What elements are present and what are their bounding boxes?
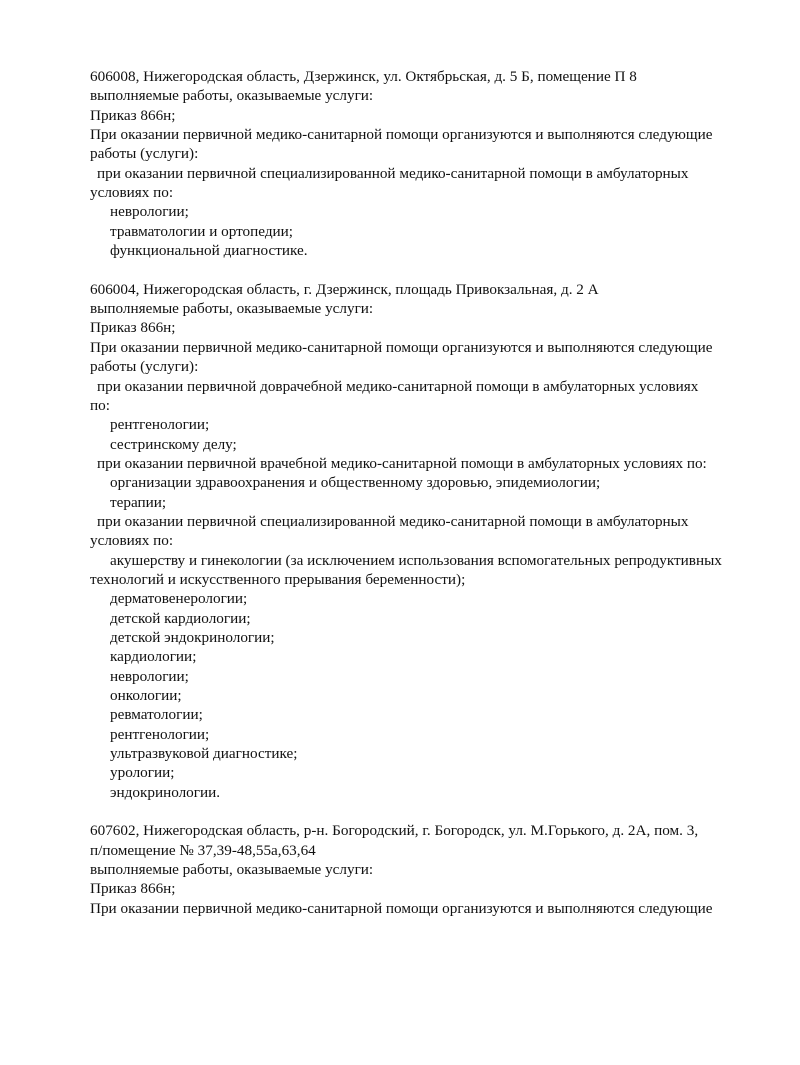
list-item: рентгенологии; (110, 416, 210, 434)
works-label: выполняемые работы, оказываемые услуги: (90, 300, 374, 318)
address: 606004, Нижегородская область, г. Дзержинск, площадь Привокзальная, д. 2 А (90, 280, 599, 298)
intro-line: При оказании первичной медико-санитарной помощи организуются и выполняются следующие (90, 899, 713, 917)
list-item: неврологии; (110, 203, 189, 221)
group-heading: при оказании первичной доврачебной медико-санитарной помощи в амбулаторных условиях (97, 377, 699, 395)
group-heading-cont: условиях по: (90, 184, 174, 202)
address: 606008, Нижегородская область, Дзержинск, ул. Октябрьская, д. 5 Б, помещение П 8 (90, 68, 637, 85)
group-heading: при оказании первичной специализированной медико-санитарной помощи в амбулаторных (97, 164, 689, 182)
address: 607602, Нижегородская область, р-н. Богородский, г. Богородск, ул. М.Горького, д. 2А, пом. 3, (90, 822, 699, 840)
intro-line: При оказании первичной медико-санитарной помощи организуются и выполняются следующие (90, 126, 713, 144)
order-label: Приказ 866н; (90, 319, 176, 337)
intro-line: работы (услуги): (90, 145, 199, 163)
list-item: акушерству и гинекологии (за исключением использования вспомогательных репродуктивных (110, 551, 722, 569)
group-heading: при оказании первичной специализированной медико-санитарной помощи в амбулаторных (97, 512, 689, 530)
document-page (90, 67, 770, 937)
list-item: травматологии и ортопедии; (110, 222, 294, 240)
list-item: функциональной диагностике. (110, 242, 308, 260)
list-item: детской кардиологии; (110, 609, 251, 627)
list-item: терапии; (110, 493, 167, 511)
list-item: организации здравоохранения и общественному здоровью, эпидемиологии; (110, 474, 601, 492)
group-heading-cont: по: (90, 396, 110, 414)
group-heading-cont: условиях по: (90, 532, 174, 550)
list-item: неврологии; (110, 667, 189, 685)
address-section-2 (90, 280, 770, 802)
list-item: детской эндокринологии; (110, 628, 275, 646)
list-item: кардиологии; (110, 648, 197, 666)
works-label: выполняемые работы, оказываемые услуги: (90, 861, 374, 879)
address-cont: п/помещение № 37,39-48,55а,63,64 (90, 841, 316, 859)
list-item: эндокринологии. (110, 783, 221, 801)
order-label: Приказ 866н; (90, 880, 176, 898)
list-item: рентгенологии; (110, 725, 210, 743)
group-heading: при оказании первичной врачебной медико-санитарной помощи в амбулаторных условиях по: (97, 454, 707, 472)
intro-line: работы (услуги): (90, 358, 199, 376)
order-label: Приказ 866н; (90, 106, 176, 124)
list-item: урологии; (110, 764, 175, 782)
address-section-1 (90, 67, 770, 260)
list-item: дерматовенерологии; (110, 590, 248, 608)
list-item: онкологии; (110, 687, 182, 704)
address-section-3 (90, 821, 770, 918)
list-item-cont: технологий и искусственного прерывания беременности); (90, 570, 466, 588)
list-item: сестринскому делу; (110, 435, 237, 453)
works-label: выполняемые работы, оказываемые услуги: (90, 87, 374, 105)
list-item: ультразвуковой диагностике; (110, 745, 298, 763)
intro-line: При оказании первичной медико-санитарной помощи организуются и выполняются следующие (90, 338, 713, 356)
list-item: ревматологии; (110, 706, 203, 724)
